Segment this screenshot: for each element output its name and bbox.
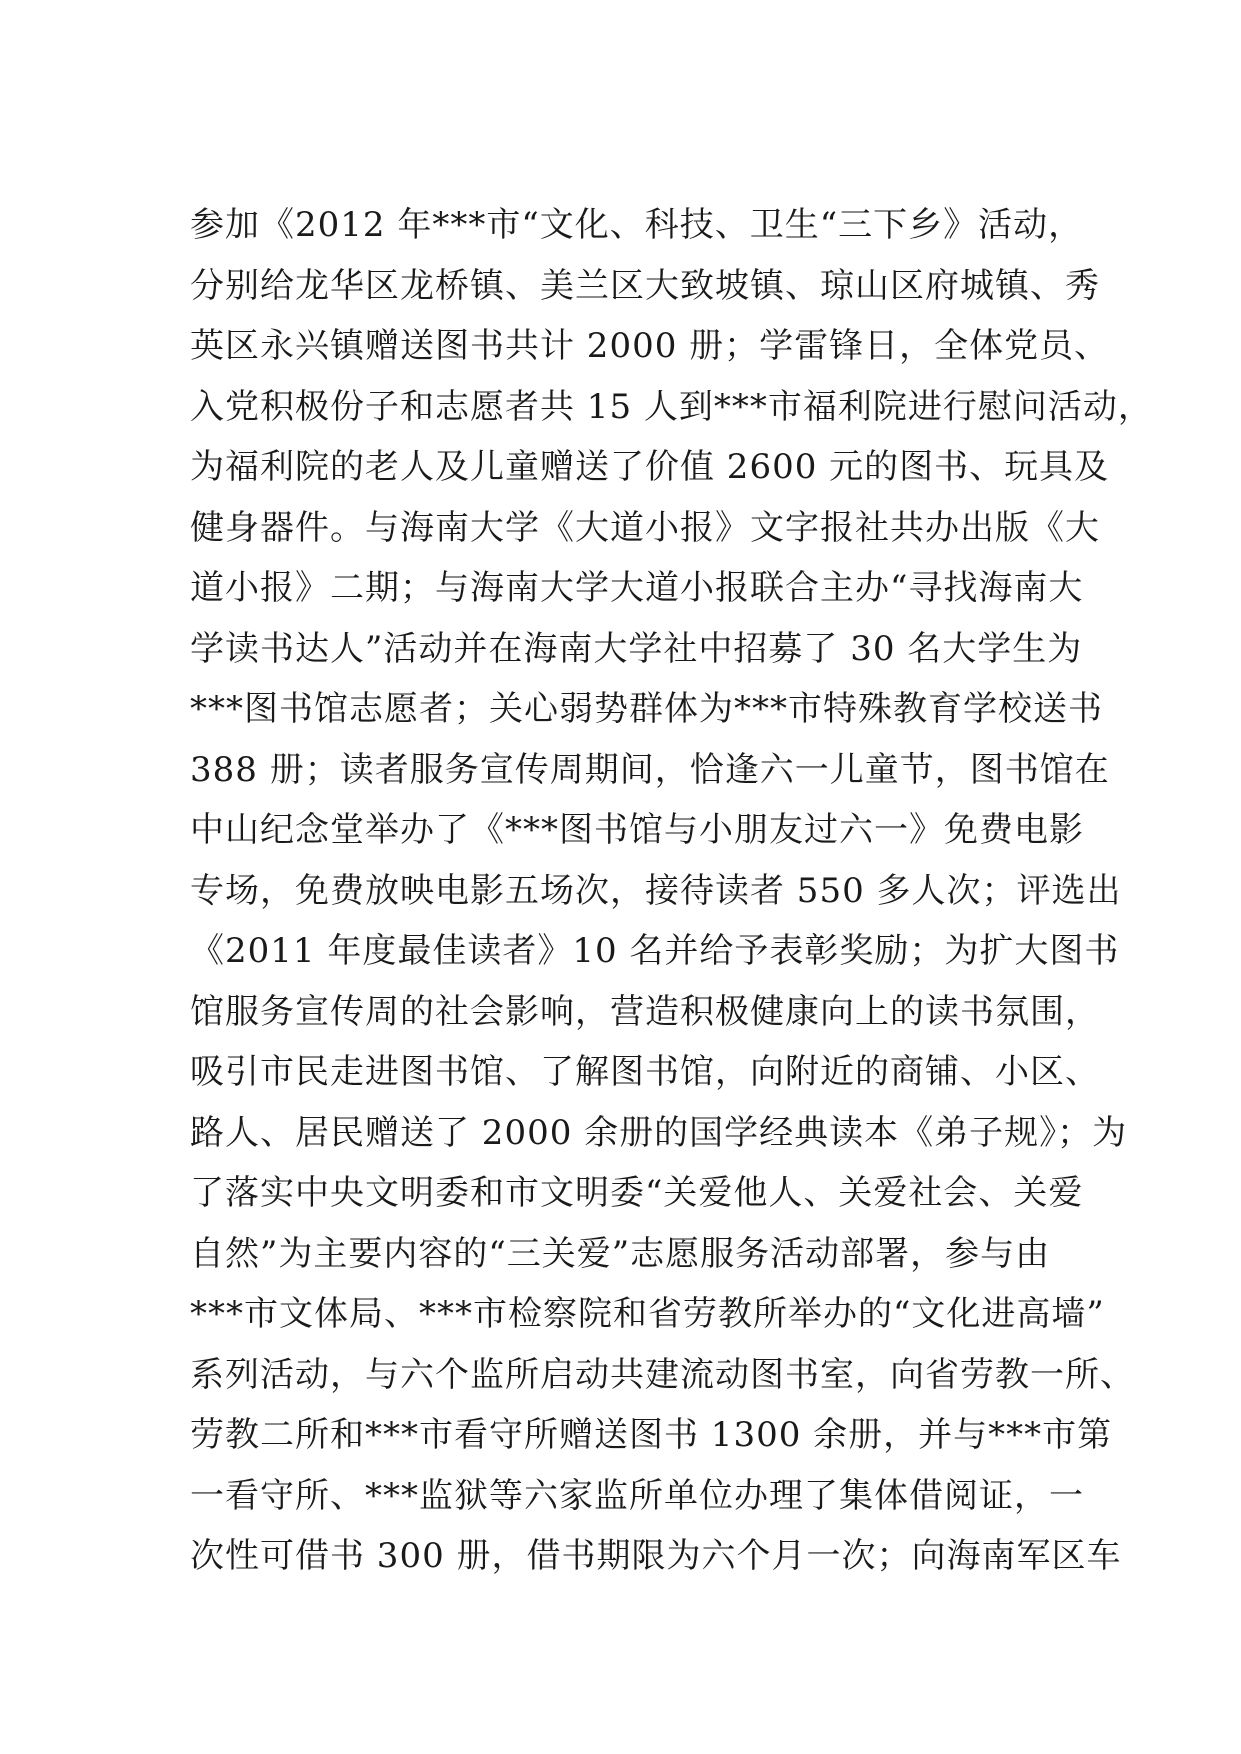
text-line: 《2011 年度最佳读者》10 名并给予表彰奖励；为扩大图书 [190, 931, 1120, 971]
text-line: 劳教二所和***市看守所赠送图书 1300 余册，并与***市第 [190, 1415, 1113, 1455]
text-line: 入党积极份子和志愿者共 15 人到***市福利院进行慰问活动， [190, 386, 1153, 427]
text-line: 一看守所、***监狱等六家监所单位办理了集体借阅证，一 [190, 1475, 1084, 1516]
text-line: 自然”为主要内容的“三关爱”志愿服务活动部署，参与由 [190, 1233, 1051, 1274]
text-line: 系列活动，与六个监所启动共建流动图书室，向省劳教一所、 [190, 1354, 1135, 1395]
text-line: 了落实中央文明委和市文明委“关爱他人、关爱社会、关爱 [190, 1173, 1084, 1213]
text-line: 馆服务宣传周的社会影响，营造积极健康向上的读书氛围， [190, 991, 1100, 1032]
text-line: 参加《2012 年***市“文化、科技、卫生“三下乡》活动， [190, 205, 1084, 245]
text-line: 中山纪念堂举办了《***图书馆与小朋友过六一》免费电影 [190, 810, 1084, 850]
text-line: 388 册；读者服务宣传周期间，恰逢六一儿童节，图书馆在 [190, 749, 1110, 790]
text-line: 吸引市民走进图书馆、了解图书馆，向附近的商铺、小区、 [190, 1052, 1100, 1092]
text-line: 专场，免费放映电影五场次，接待读者 550 多人次；评选出 [190, 870, 1122, 911]
text-line: 道小报》二期；与海南大学大道小报联合主办“寻找海南大 [190, 568, 1084, 608]
text-line: 次性可借书 300 册，借书期限为六个月一次；向海南军区车 [190, 1536, 1122, 1576]
text-line: 英区永兴镇赠送图书共计 2000 册；学雷锋日，全体党员、 [190, 326, 1110, 366]
body-paragraph [190, 195, 1153, 1587]
text-line: 路人、居民赠送了 2000 余册的国学经典读本《弟子规》；为 [190, 1112, 1128, 1153]
text-line: 健身器件。与海南大学《大道小报》文字报社共办出版《大 [190, 507, 1100, 548]
text-line: ***图书馆志愿者；关心弱势群体为***市特殊教育学校送书 [190, 689, 1103, 729]
text-line: 学读书达人”活动并在海南大学社中招募了 30 名大学生为 [190, 628, 1083, 669]
text-line: 为福利院的老人及儿童赠送了价值 2600 元的图书、玩具及 [190, 447, 1110, 487]
text-line: ***市文体局、***市检察院和省劳教所举办的“文化进高墙” [190, 1294, 1105, 1334]
text-line: 分别给龙华区龙桥镇、美兰区大致坡镇、琼山区府城镇、秀 [190, 265, 1100, 306]
